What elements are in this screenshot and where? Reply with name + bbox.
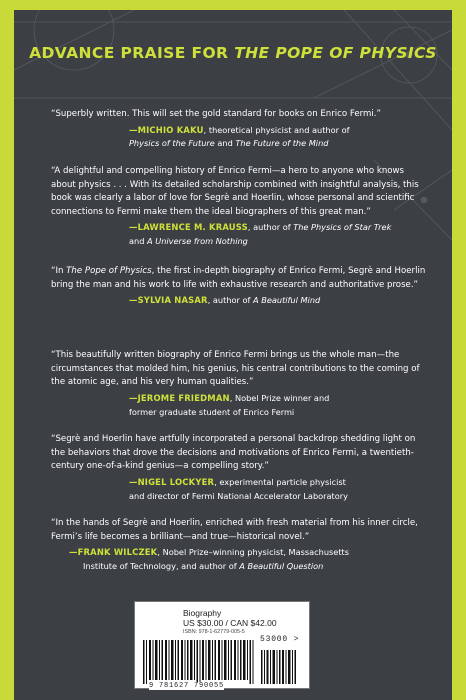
- author-role-continued: Institute of Technology, and author of: [83, 560, 240, 571]
- author-name: —MICHIO KAKU: [129, 124, 204, 135]
- quote-nasar: [51, 265, 431, 308]
- quote-attribution: [51, 546, 431, 574]
- author-name: —LAWRENCE M. KRAUSS: [129, 222, 248, 233]
- work-title: Physics of the Future: [129, 138, 215, 149]
- barcode-digits: 9 781627 790055: [149, 682, 225, 690]
- author-role-continued: former graduate student of Enrico Fermi: [129, 406, 295, 417]
- author-role-continued: and director of Fermi National Accelerator Laboratory: [129, 490, 348, 501]
- author-name: —NIGEL LOCKYER: [129, 476, 215, 487]
- work-title: A Universe from Nothing: [147, 236, 248, 247]
- author-role: , experimental particle physicist: [214, 476, 346, 487]
- author-name: —FRANK WILCZEK: [69, 547, 158, 558]
- back-cover: [14, 10, 452, 700]
- work-joiner: and: [129, 236, 148, 247]
- price-barcode-sticker: [134, 601, 310, 689]
- work-title: A Beautiful Mind: [253, 295, 321, 306]
- header-book-title: THE POPE OF PHYSICS: [234, 44, 437, 62]
- quote-text: “In the hands of Segrè and Hoerlin, enriched with fresh material from his inner circle, Fermi’s life becomes a brilliant—and true—historical novel.”: [51, 518, 418, 542]
- quote-book-title: The Pope of Physics: [66, 266, 152, 276]
- quote-text: “Superbly written. This will set the gold standard for books on Enrico Fermi.”: [51, 109, 381, 119]
- work-title: The Future of the Mind: [235, 138, 329, 149]
- price-label: US $30.00 / CAN $42.00: [183, 618, 277, 628]
- quote-kaku: [51, 108, 431, 151]
- quote-attribution: [51, 476, 431, 504]
- isbn-label: ISBN: 978-1-62779-005-5: [183, 629, 245, 635]
- work-joiner: and: [214, 138, 236, 149]
- quote-wilczek: [51, 517, 431, 574]
- quote-attribution: [51, 392, 431, 420]
- quote-text: , the first in-depth biography of Enrico Fermi, Segrè and Hoerlin bring the man and his work to life with exhaustive research and authoritative prose.”: [51, 266, 426, 290]
- quote-text: “This beautifully written biography of Enrico Fermi brings us the whole man—the circumstances that molded him, his genius, his central contributions to the coming of the atomic age, and his very human qualities.”: [51, 350, 420, 388]
- work-title: The Physics of Star Trek: [293, 222, 392, 233]
- author-name: —SYLVIA NASAR: [129, 295, 208, 306]
- author-role: , Nobel Prize–winning physicist, Massachusetts: [157, 547, 350, 558]
- quote-friedman: [51, 349, 431, 419]
- price-code: 53000 >: [260, 635, 300, 644]
- author-role: , theoretical physicist and author of: [203, 124, 350, 135]
- quote-text: “Segrè and Hoerlin have artfully incorporated a personal backdrop shedding light on the behaviors that drove the decisions and motivations of Enrico Fermi, a twentieth-century one-of-a-kind genius—a compelling story.”: [51, 434, 416, 472]
- quote-attribution: [51, 294, 431, 308]
- header-prefix: ADVANCE PRAISE FOR: [29, 44, 235, 62]
- work-title: A Beautiful Question: [239, 560, 324, 571]
- author-role: , Nobel Prize winner and: [229, 392, 330, 403]
- barcode-graphic: [141, 640, 305, 688]
- quote-text: “A delightful and compelling history of Enrico Fermi—a hero to anyone who knows about physics . . . With its detailed scholarship combined with insightful analysis, this book was clearly a labor of love for Segrè and Hoerlin, whose personal and scientific connections to Fermi make them the ideal biographers of this great man.”: [51, 166, 419, 217]
- author-role: , author of: [207, 295, 253, 306]
- quote-attribution: [51, 221, 431, 249]
- quote-open: “In: [51, 266, 67, 276]
- quote-lockyer: [51, 433, 431, 503]
- quote-text-wrapper: [51, 265, 431, 292]
- sticker-text: [183, 608, 277, 636]
- praise-header: [14, 44, 452, 62]
- quote-attribution: [51, 124, 431, 152]
- category-label: Biography: [183, 608, 222, 618]
- author-name: —JEROME FRIEDMAN: [129, 392, 230, 403]
- author-role: , author of: [247, 222, 294, 233]
- quote-krauss: [51, 165, 431, 249]
